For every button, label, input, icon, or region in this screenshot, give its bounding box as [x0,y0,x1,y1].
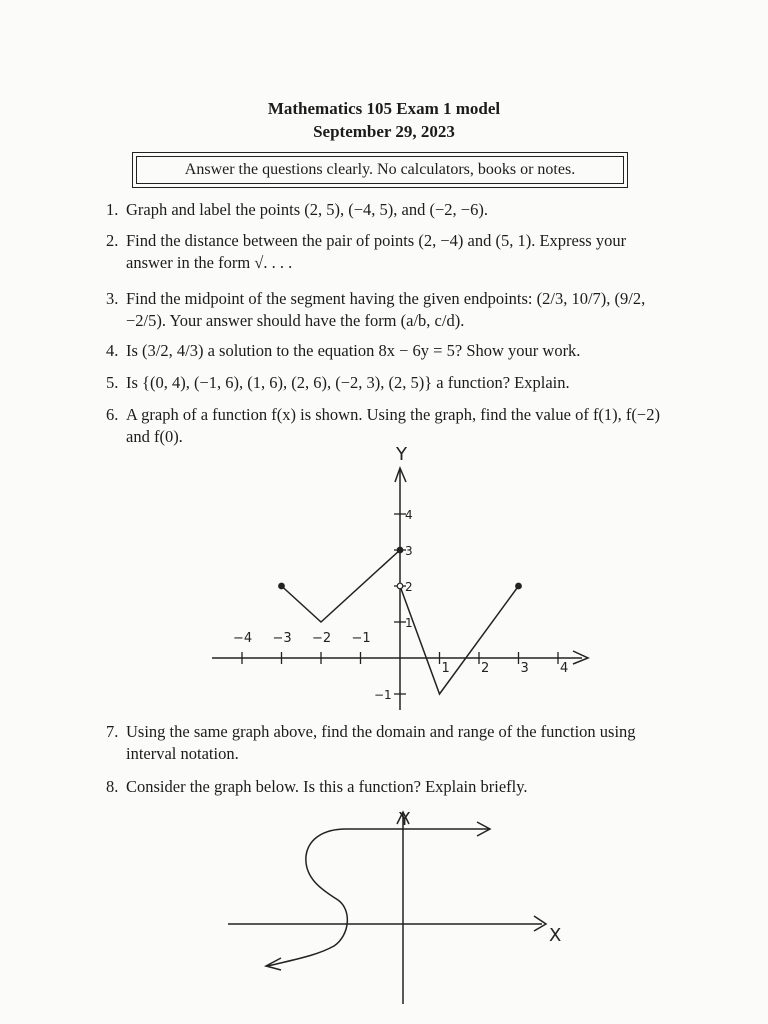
y-tick-label: 1 [405,616,413,630]
open-endpoint [397,583,403,589]
question-number: 2. [106,231,119,250]
question-number: 5. [106,373,119,392]
y-axis-label: Y [399,809,410,830]
question-text: Consider the graph below. Is this a function? Explain briefly. [126,777,528,796]
x-tick-label: −2 [312,631,332,646]
s-curve [268,829,490,966]
y-tick-label: 3 [405,544,413,558]
graph-segment [400,586,519,694]
question-number: 8. [106,777,119,796]
exam-title: Mathematics 105 Exam 1 model [267,99,501,118]
question-text: Is {(0, 4), (−1, 6), (1, 6), (2, 6), (−2, 3), (2, 5)} a function? Explain. [126,373,570,392]
question-number: 3. [106,289,119,308]
question-text: Using the same graph above, find the domain and range of the function using interval notation. [126,722,636,763]
exam-date: September 29, 2023 [313,122,455,141]
question-text: Is (3/2, 4/3) a solution to the equation 8x − 6y = 5? Show your work. [126,341,581,360]
s-curve-graph [0,800,768,1024]
x-tick-label: −4 [233,631,253,646]
question-text: Find the midpoint of the segment having the given endpoints: (2/3, 10/7), (9/2, −2/5). Your answer should have the form (a/b, c/d). [126,289,646,330]
question-number: 4. [106,341,119,360]
y-tick-label: 2 [405,580,413,594]
function-graph [0,440,768,725]
closed-endpoint [397,547,403,553]
question-text: Find the distance between the pair of points (2, −4) and (5, 1). Express your answer in the form √. . . . [126,231,627,272]
y-tick-label: 4 [405,508,413,522]
closed-endpoint [279,583,285,589]
instructions-box [132,152,628,188]
instructions-text: Answer the questions clearly. No calculators, books or notes. [136,156,624,184]
question-number: 1. [106,200,119,219]
x-tick-label: −1 [351,631,371,646]
x-axis-label: X [549,925,562,946]
question-number: 7. [106,722,119,741]
question-text: A graph of a function f(x) is shown. Using the graph, find the value of f(1), f(−2) and f(0). [126,405,660,446]
y-axis-label: Y [396,444,407,465]
question-number: 6. [106,405,119,424]
closed-endpoint [516,583,522,589]
graph-segment [282,550,401,622]
x-tick-label: 3 [520,661,529,676]
x-tick-label: 2 [481,661,490,676]
x-tick-label: 4 [560,661,569,676]
x-tick-label: −3 [272,631,292,646]
question-text: Graph and label the points (2, 5), (−4, 5), and (−2, −6). [126,200,488,219]
x-tick-label: 1 [441,661,450,676]
y-tick-label: −1 [374,688,392,702]
